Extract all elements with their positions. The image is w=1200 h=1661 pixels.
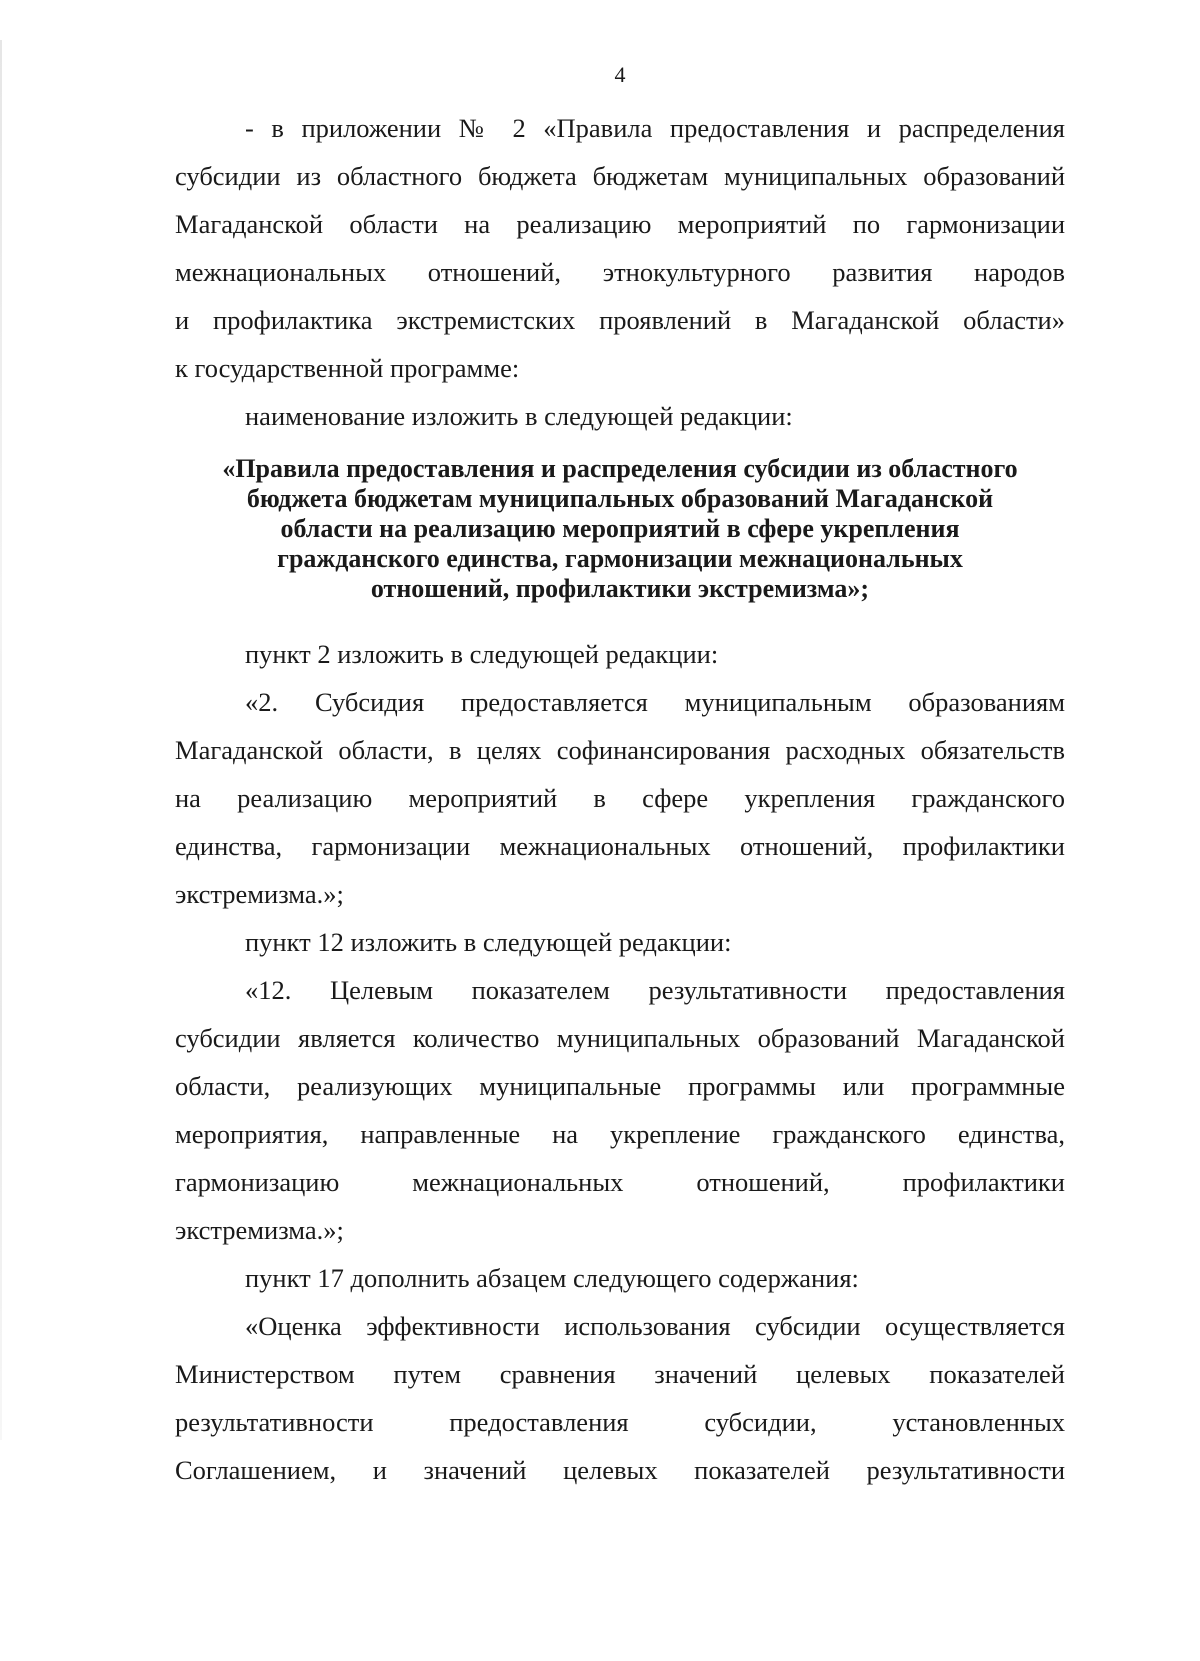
point2-paragraph [175,678,1065,918]
intro-line: и профилактика экстремистских проявлений в Магаданской области» [175,305,1065,335]
point12-instruction: пункт 12 изложить в следующей редакции: [245,927,732,957]
document-page [175,60,1065,1494]
intro-line: к государственной программе: [175,353,520,383]
point2-line: единства, гармонизации межнациональных отношений, профилактики [175,831,1065,861]
intro-line: - в приложении № 2 «Правила предоставления и распределения [245,113,1065,143]
new-title-line: гражданского единства, гармонизации межнациональных [277,544,963,573]
point2-line: на реализацию мероприятий в сфере укрепления гражданского [175,783,1065,813]
new-title-line: области на реализацию мероприятий в сфере укрепления [280,514,960,543]
intro-paragraph [175,104,1065,392]
point12-line: «12. Целевым показателем результативности предоставления [245,975,1065,1005]
new-title-line: отношений, профилактики экстремизма»; [370,574,870,603]
new-title-line: «Правила предоставления и распределения субсидии из областного [222,454,1018,483]
point17-paragraph [175,1302,1065,1494]
intro-line: Магаданской области на реализацию мероприятий по гармонизации [175,209,1065,239]
point2-line: Магаданской области, в целях софинансирования расходных обязательств [175,735,1065,765]
point17-line: Соглашением, и значений целевых показателей результативности [175,1455,1065,1485]
scan-edge-shadow [0,40,2,1440]
new-title-block [175,454,1065,604]
point2-line: «2. Субсидия предоставляется муниципальным образованиям [245,687,1065,717]
point2-line: экстремизма.»; [175,879,344,909]
point17-line: Министерством путем сравнения значений целевых показателей [175,1359,1065,1389]
point17-line: результативности предоставления субсидии, установленных [175,1407,1065,1437]
intro-line: субсидии из областного бюджета бюджетам муниципальных образований [175,161,1065,191]
point12-line: экстремизма.»; [175,1215,344,1245]
point12-line: мероприятия, направленные на укрепление гражданского единства, [175,1119,1065,1149]
new-title-line: бюджета бюджетам муниципальных образований Магаданской [246,484,994,513]
point2-instruction: пункт 2 изложить в следующей редакции: [245,639,719,669]
point12-line: субсидии является количество муниципальных образований Магаданской [175,1023,1065,1053]
intro-line: межнациональных отношений, этнокультурного развития народов [175,257,1065,287]
point12-paragraph [175,966,1065,1254]
point17-line: «Оценка эффективности использования субсидии осуществляется [245,1311,1065,1341]
rename-instruction: наименование изложить в следующей редакции: [245,401,793,431]
point12-line: гармонизацию межнациональных отношений, профилактики [175,1167,1065,1197]
page-number: 4 [614,62,626,87]
point12-line: области, реализующих муниципальные программы или программные [175,1071,1065,1101]
point17-instruction: пункт 17 дополнить абзацем следующего содержания: [245,1263,859,1293]
